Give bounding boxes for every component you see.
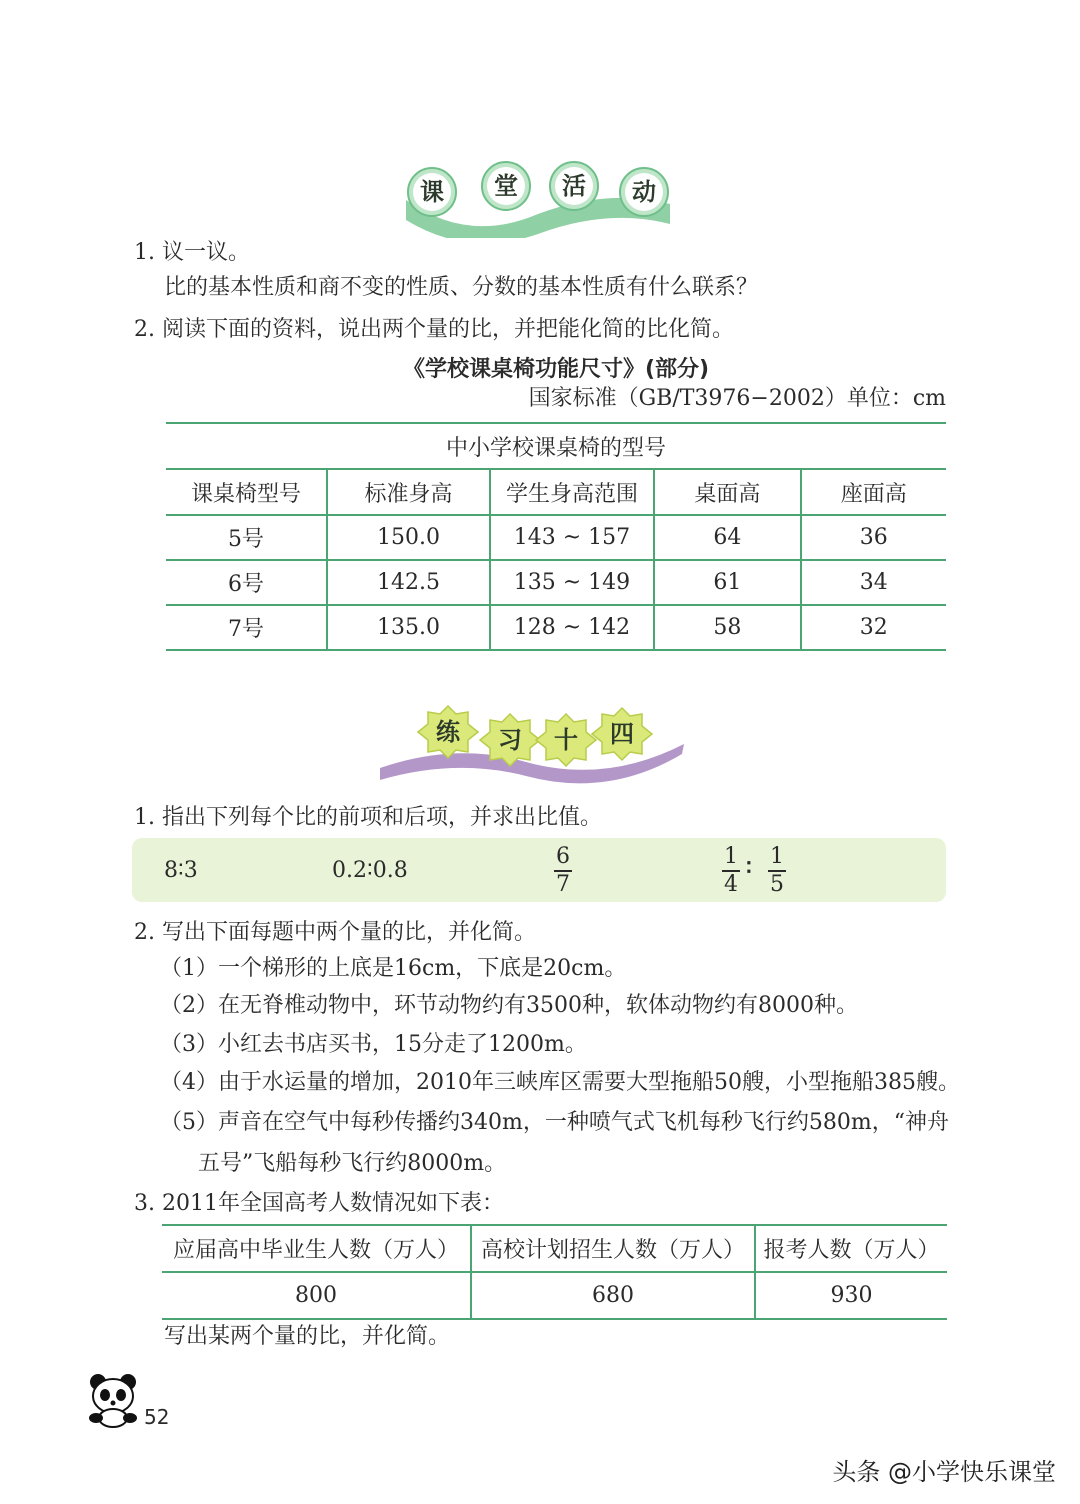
table-cell: 7号 bbox=[166, 605, 327, 650]
fraction-1-4 bbox=[722, 845, 740, 897]
watermark: 头条 @小学快乐课堂 bbox=[832, 1458, 1056, 1486]
table-cell: 5号 bbox=[166, 515, 327, 560]
table-cell: 34 bbox=[801, 560, 946, 605]
fraction-numerator: 1 bbox=[724, 844, 738, 869]
ratio-2: 0.2∶0.8 bbox=[332, 858, 408, 883]
banner-char: 四 bbox=[610, 720, 634, 748]
fraction-6-7 bbox=[554, 845, 572, 897]
table-cell: 135.0 bbox=[327, 605, 490, 650]
q1-title: 1. 议一议。 bbox=[134, 240, 250, 265]
exam-table bbox=[162, 1224, 947, 1320]
ex1-title: 1. 指出下列每个比的前项和后项，并求出比值。 bbox=[134, 805, 602, 830]
panda-icon bbox=[86, 1372, 140, 1428]
fraction-numerator: 1 bbox=[770, 844, 784, 869]
table-cell: 128 ~ 142 bbox=[490, 605, 654, 650]
ex2-title: 2. 写出下面每题中两个量的比，并化简。 bbox=[134, 920, 536, 945]
ex2-item: （1）一个梯形的上底是16cm，下底是20cm。 bbox=[160, 956, 627, 981]
q1-body: 比的基本性质和商不变的性质、分数的基本性质有什么联系？ bbox=[164, 275, 759, 300]
q2-title: 2. 阅读下面的资料，说出两个量的比，并把能化简的比化简。 bbox=[134, 317, 734, 342]
table-row bbox=[166, 605, 946, 650]
table-cell: 32 bbox=[801, 605, 946, 650]
table1-caption: 《学校课桌椅功能尺寸》(部分) bbox=[402, 357, 710, 382]
ex2-item: （5）声音在空气中每秒传播约340m，一种喷气式飞机每秒飞行约580m，“神舟 bbox=[160, 1110, 949, 1135]
ratio-1: 8∶3 bbox=[164, 858, 198, 883]
table-header: 座面高 bbox=[801, 469, 946, 515]
ex3-title: 3. 2011年全国高考人数情况如下表： bbox=[134, 1191, 504, 1216]
banner-char: 堂 bbox=[494, 172, 518, 200]
ratio-colon: ∶ bbox=[746, 855, 752, 881]
table-cell: 6号 bbox=[166, 560, 327, 605]
ex3-note: 写出某两个量的比，并化简。 bbox=[164, 1324, 451, 1349]
banner-char: 练 bbox=[436, 718, 460, 746]
table-cell: 142.5 bbox=[327, 560, 490, 605]
fraction-denominator: 7 bbox=[556, 872, 570, 897]
table-cell: 143 ~ 157 bbox=[490, 515, 654, 560]
table-cell: 680 bbox=[471, 1272, 755, 1319]
banner-char: 动 bbox=[632, 178, 656, 206]
table-cell: 800 bbox=[162, 1272, 471, 1319]
table-header: 应届高中毕业生人数（万人） bbox=[162, 1225, 471, 1272]
ex2-item: （4）由于水运量的增加，2010年三峡库区需要大型拖船50艘，小型拖船385艘。 bbox=[160, 1070, 960, 1095]
fraction-numerator: 6 bbox=[556, 844, 570, 869]
desk-size-table bbox=[166, 422, 946, 651]
banner-char: 习 bbox=[498, 726, 522, 754]
table-row bbox=[166, 560, 946, 605]
table-header: 学生身高范围 bbox=[490, 469, 654, 515]
table-cell: 61 bbox=[654, 560, 800, 605]
fraction-denominator: 5 bbox=[770, 872, 784, 897]
banner-char: 十 bbox=[554, 726, 578, 754]
banner-char: 课 bbox=[420, 178, 444, 206]
table-group-header: 中小学校课桌椅的型号 bbox=[166, 423, 946, 469]
fraction-denominator: 4 bbox=[724, 872, 738, 897]
fraction-1-5 bbox=[768, 845, 786, 897]
activity-banner bbox=[398, 158, 678, 238]
table-cell: 36 bbox=[801, 515, 946, 560]
table-header: 高校计划招生人数（万人） bbox=[471, 1225, 755, 1272]
ex2-item-cont: 五号”飞船每秒飞行约8000m。 bbox=[198, 1151, 507, 1176]
ex2-item: （2）在无脊椎动物中，环节动物约有3500种，软体动物约有8000种。 bbox=[160, 993, 858, 1018]
table-row bbox=[166, 515, 946, 560]
banner-char: 活 bbox=[562, 172, 586, 200]
practice-banner bbox=[376, 702, 688, 786]
table-cell: 150.0 bbox=[327, 515, 490, 560]
ex2-item: （3）小红去书店买书，15分走了1200m。 bbox=[160, 1032, 587, 1057]
table-cell: 64 bbox=[654, 515, 800, 560]
table-header: 报考人数（万人） bbox=[755, 1225, 947, 1272]
table-header: 课桌椅型号 bbox=[166, 469, 327, 515]
table-header: 桌面高 bbox=[654, 469, 800, 515]
table-header: 标准身高 bbox=[327, 469, 490, 515]
ratio-box bbox=[132, 838, 946, 902]
table1-standard: 国家标准（GB/T3976−2002）单位：cm bbox=[528, 386, 946, 411]
table-cell: 135 ~ 149 bbox=[490, 560, 654, 605]
table-row bbox=[162, 1272, 947, 1319]
table-cell: 930 bbox=[755, 1272, 947, 1319]
table-cell: 58 bbox=[654, 605, 800, 650]
page-number: 52 bbox=[144, 1405, 170, 1429]
